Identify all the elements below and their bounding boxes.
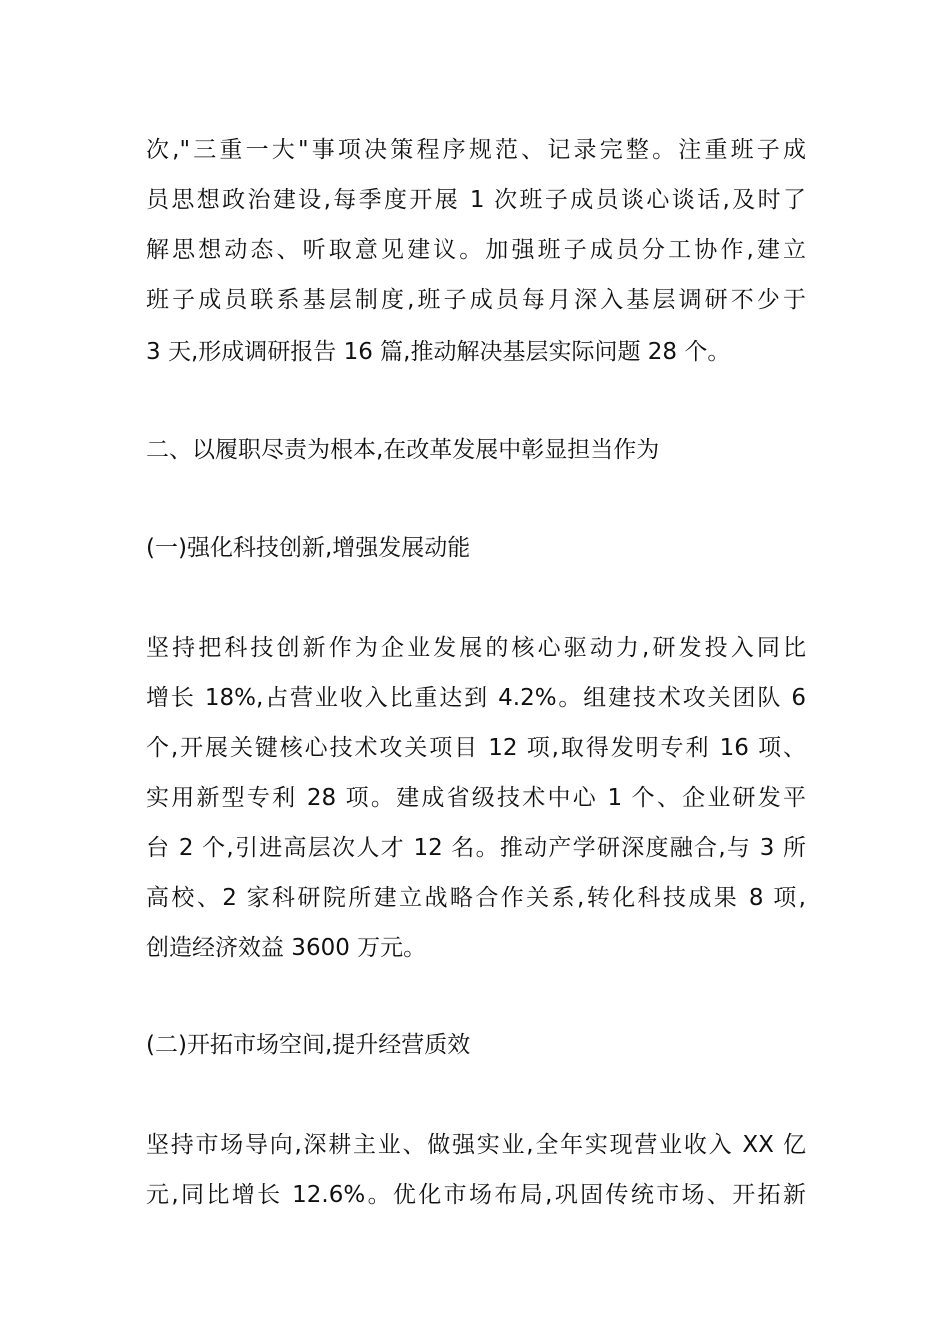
subsection-heading: (二)开拓市场空间,提升经营质效: [146, 1032, 471, 1058]
section-heading: 二、以履职尽责为根本,在改革发展中彰显担当作为: [146, 437, 660, 463]
subsection-heading: (一)强化科技创新,增强发展动能: [146, 535, 471, 561]
text-line: 员思想政治建设,每季度开展 1 次班子成员谈心谈话,及时了: [146, 187, 806, 213]
text-line: 个,开展关键核心技术攻关项目 12 项,取得发明专利 16 项、: [146, 735, 806, 761]
text-line: 增长 18%,占营业收入比重达到 4.2%。组建技术攻关团队 6: [146, 685, 806, 711]
text-line: 实用新型专利 28 项。建成省级技术中心 1 个、企业研发平: [146, 785, 806, 811]
text-line: 创造经济效益 3600 万元。: [146, 935, 427, 961]
text-line: 高校、2 家科研院所建立战略合作关系,转化科技成果 8 项,: [146, 885, 806, 911]
text-line: 坚持市场导向,深耕主业、做强实业,全年实现营业收入 XX 亿: [146, 1132, 806, 1158]
text-line: 3 天,形成调研报告 16 篇,推动解决基层实际问题 28 个。: [146, 339, 731, 365]
text-line: 解思想动态、听取意见建议。加强班子成员分工协作,建立: [146, 237, 806, 263]
text-line: 次,"三重一大"事项决策程序规范、记录完整。注重班子成: [146, 137, 806, 163]
text-line: 坚持把科技创新作为企业发展的核心驱动力,研发投入同比: [146, 635, 806, 661]
text-line: 台 2 个,引进高层次人才 12 名。推动产学研深度融合,与 3 所: [146, 835, 806, 861]
text-line: 班子成员联系基层制度,班子成员每月深入基层调研不少于: [146, 287, 806, 313]
text-line: 元,同比增长 12.6%。优化市场布局,巩固传统市场、开拓新: [146, 1182, 806, 1208]
